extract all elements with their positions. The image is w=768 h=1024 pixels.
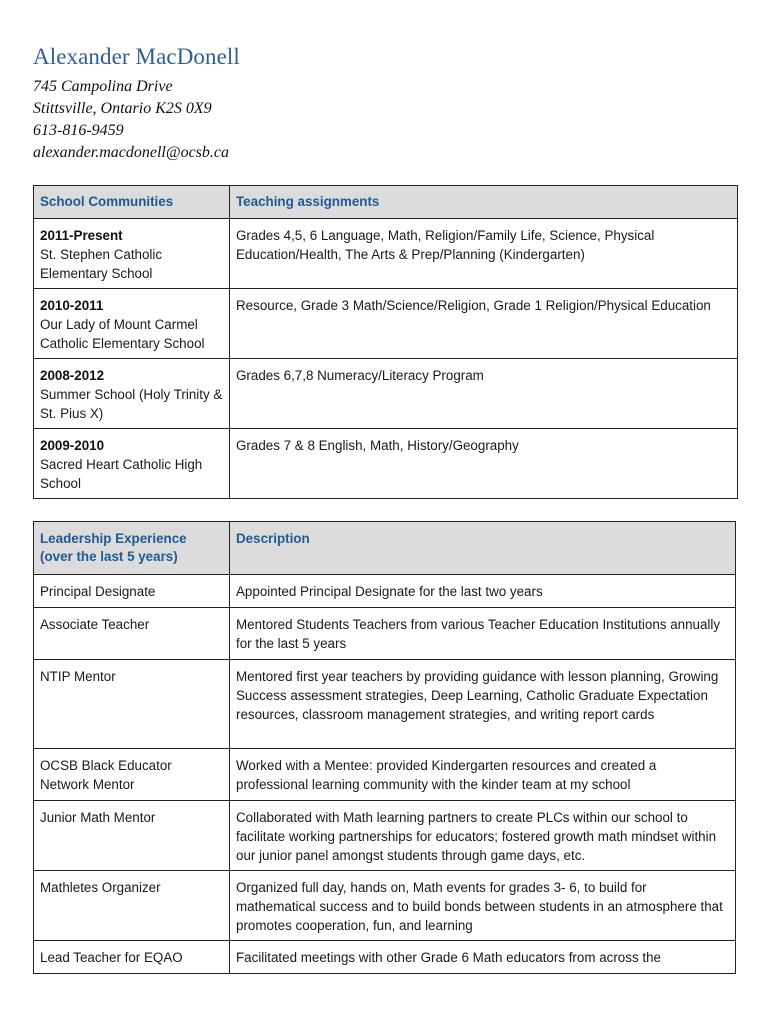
phone-number: 613-816-9459 [33, 122, 124, 139]
email-address[interactable]: alexander.macdonell@ocsb.ca [33, 144, 229, 161]
table-header-row [34, 186, 738, 219]
school-communities-table [33, 185, 738, 499]
role-cell: Junior Math Mentor [34, 801, 230, 871]
description-cell: Appointed Principal Designate for the last two years [230, 575, 736, 608]
table-row [34, 749, 736, 801]
table-row [34, 359, 738, 429]
table-row [34, 575, 736, 608]
column-header-school-communities: School Communities [34, 186, 230, 219]
contact-header [33, 44, 240, 164]
role-cell: Mathletes Organizer [34, 871, 230, 941]
description-cell: Worked with a Mentee: provided Kindergarten resources and created a professional learning community with the kinder team at my school [230, 749, 736, 801]
table-row [34, 941, 736, 974]
table-row [34, 429, 738, 499]
school-name: Our Lady of Mount Carmel Catholic Elementary School [40, 317, 205, 351]
assignment-cell: Grades 4,5, 6 Language, Math, Religion/Family Life, Science, Physical Education/Health, The Arts & Prep/Planning (Kindergarten) [230, 219, 738, 289]
table-row [34, 608, 736, 660]
description-cell: Mentored first year teachers by providing guidance with lesson planning, Growing Success assessment strategies, Deep Learning, Catholic Graduate Expectation resources, classroom management strategies, and writing report cards [230, 660, 736, 749]
school-cell [34, 429, 230, 499]
years-label: 2009-2010 [40, 438, 105, 453]
school-cell [34, 359, 230, 429]
table-row [34, 660, 736, 749]
description-cell: Organized full day, hands on, Math events for grades 3- 6, to build for mathematical success and to build bonds between students in an atmosphere that promotes cooperation, fun, and learning [230, 871, 736, 941]
address-line-1: 745 Campolina Drive [33, 78, 173, 95]
school-cell [34, 289, 230, 359]
description-cell: Facilitated meetings with other Grade 6 Math educators from across the [230, 941, 736, 974]
description-cell: Mentored Students Teachers from various Teacher Education Institutions annually for the last 5 years [230, 608, 736, 660]
role-cell: Lead Teacher for EQAO [34, 941, 230, 974]
column-header-leadership-experience: Leadership Experience (over the last 5 years) [34, 522, 230, 575]
role-cell: NTIP Mentor [34, 660, 230, 749]
leadership-experience-table [33, 521, 736, 974]
table-row [34, 219, 738, 289]
role-cell: Principal Designate [34, 575, 230, 608]
school-name: Summer School (Holy Trinity & St. Pius X) [40, 387, 223, 421]
table-header-row [34, 522, 736, 575]
assignment-cell: Grades 7 & 8 English, Math, History/Geography [230, 429, 738, 499]
school-cell [34, 219, 230, 289]
column-header-description: Description [230, 522, 736, 575]
table-row [34, 871, 736, 941]
table-row [34, 801, 736, 871]
table-row [34, 289, 738, 359]
years-label: 2010-2011 [40, 298, 104, 313]
years-label: 2008-2012 [40, 368, 105, 383]
assignment-cell: Grades 6,7,8 Numeracy/Literacy Program [230, 359, 738, 429]
years-label: 2011-Present [40, 228, 123, 243]
person-name: Alexander MacDonell [33, 44, 240, 69]
description-cell: Collaborated with Math learning partners to create PLCs within our school to facilitate working partnerships for educators; fostered growth math mindset within our junior panel amongst students through game days, etc. [230, 801, 736, 871]
school-name: St. Stephen Catholic Elementary School [40, 247, 163, 281]
role-cell: OCSB Black Educator Network Mentor [34, 749, 230, 801]
role-cell: Associate Teacher [34, 608, 230, 660]
assignment-cell: Resource, Grade 3 Math/Science/Religion, Grade 1 Religion/Physical Education [230, 289, 738, 359]
school-name: Sacred Heart Catholic High School [40, 457, 203, 491]
address-line-2: Stittsville, Ontario K2S 0X9 [33, 100, 212, 117]
column-header-teaching-assignments: Teaching assignments [230, 186, 738, 219]
